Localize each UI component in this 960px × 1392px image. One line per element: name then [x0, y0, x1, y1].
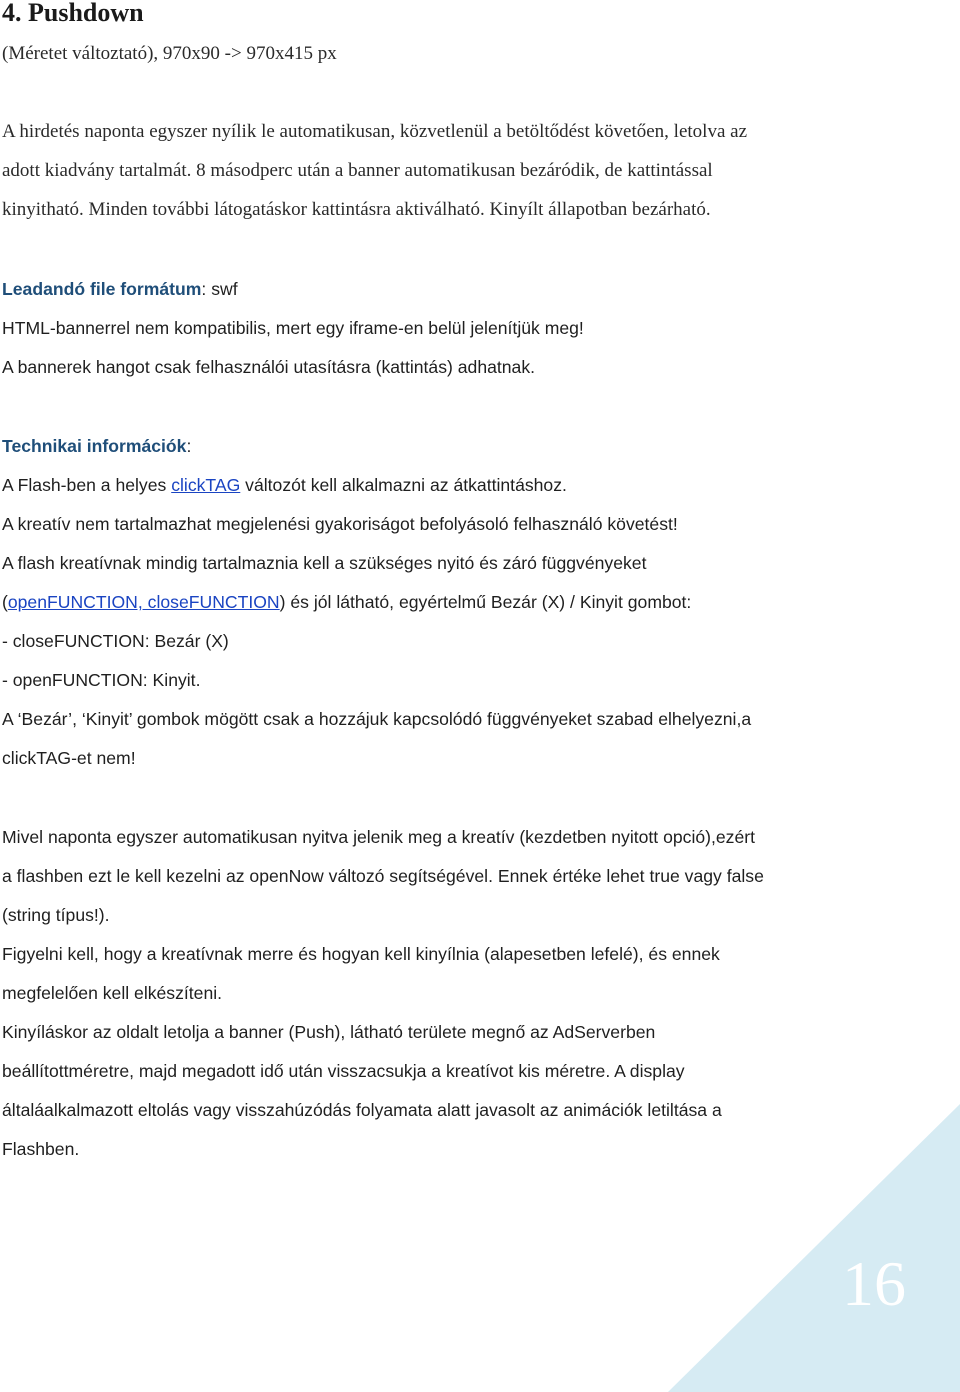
tech-line-1-pre: A Flash-ben a helyes	[2, 475, 172, 495]
tech-line-6: - openFUNCTION: Kinyit.	[2, 670, 201, 690]
tech-label-suffix: :	[186, 436, 192, 456]
body-line-7: beállítottméretre, majd megadott idő után visszacsukja a kreatívot kis méretre. A display	[2, 1061, 685, 1081]
body-line-1: Mivel naponta egyszer automatikusan nyitva jelenik meg a kreatív (kezdetben nyitott opció),ezért	[2, 827, 756, 847]
section-heading: 4. Pushdown	[2, 0, 144, 27]
body-line-5: megfelelően kell elkészíteni.	[2, 983, 223, 1003]
format-label: Leadandó file formátum	[2, 279, 202, 299]
format-note-1: HTML-bannerrel nem kompatibilis, mert egy iframe-en belül jelenítjük meg!	[2, 318, 584, 338]
format-value: : swf	[201, 279, 238, 299]
tech-line-5: - closeFUNCTION: Bezár (X)	[2, 631, 229, 651]
functions-link[interactable]: openFUNCTION, closeFUNCTION	[7, 592, 280, 612]
intro-line-2: adott kiadvány tartalmát. 8 másodperc után a banner automatikusan bezáródik, de kattintással	[2, 160, 713, 181]
tech-line-7: A ‘Bezár’, ‘Kinyit’ gombok mögött csak a hozzájuk kapcsolódó függvényeket szabad elhelyezni,a	[2, 709, 752, 729]
subtitle: (Méretet változtató), 970x90 -> 970x415 px	[2, 43, 337, 64]
format-note-2: A bannerek hangot csak felhasználói utasításra (kattintás) adhatnak.	[2, 357, 536, 377]
tech-line-2: A kreatív nem tartalmazhat megjelenési gyakoriságot befolyásoló felhasználó követést!	[2, 514, 678, 534]
body-line-8: általáalkalmazott eltolás vagy visszahúzódás folyamata alatt javasolt az animációk letiltása a	[2, 1100, 722, 1120]
tech-line-4-open: (	[2, 592, 8, 612]
tech-line-3: A flash kreatívnak mindig tartalmaznia kell a szükséges nyitó és záró függvényeket	[2, 553, 647, 573]
body-line-9: Flashben.	[2, 1139, 80, 1159]
body-line-4: Figyelni kell, hogy a kreatívnak merre és hogyan kell kinyílnia (alapesetben lefelé), és ennek	[2, 944, 720, 964]
format-line	[2, 277, 238, 301]
tech-line-1	[2, 473, 567, 497]
tech-line-8: clickTAG-et nem!	[2, 748, 136, 768]
tech-label: Technikai információk	[2, 436, 187, 456]
page-number: 16	[842, 1248, 906, 1319]
intro-line-1: A hirdetés naponta egyszer nyílik le automatikusan, közvetlenül a betöltődést követően, letolva az	[2, 121, 747, 142]
tech-line-4	[2, 590, 691, 614]
body-line-2: a flashben ezt le kell kezelni az openNow változó segítségével. Ennek értéke lehet true vagy false	[2, 866, 764, 886]
tech-line-1-post: változót kell alkalmazni az átkattintáshoz.	[240, 475, 567, 495]
clicktag-link[interactable]: clickTAG	[171, 475, 241, 495]
body-line-6: Kinyíláskor az oldalt letolja a banner (Push), látható területe megnő az AdServerben	[2, 1022, 656, 1042]
intro-line-3: kinyitható. Minden további látogatáskor kattintásra aktiválható. Kinyílt állapotban bezárható.	[2, 199, 711, 220]
tech-heading-line	[2, 434, 191, 458]
tech-line-4-post: ) és jól látható, egyértelmű Bezár (X) / Kinyit gombot:	[279, 592, 692, 612]
body-line-3: (string típus!).	[2, 905, 110, 925]
